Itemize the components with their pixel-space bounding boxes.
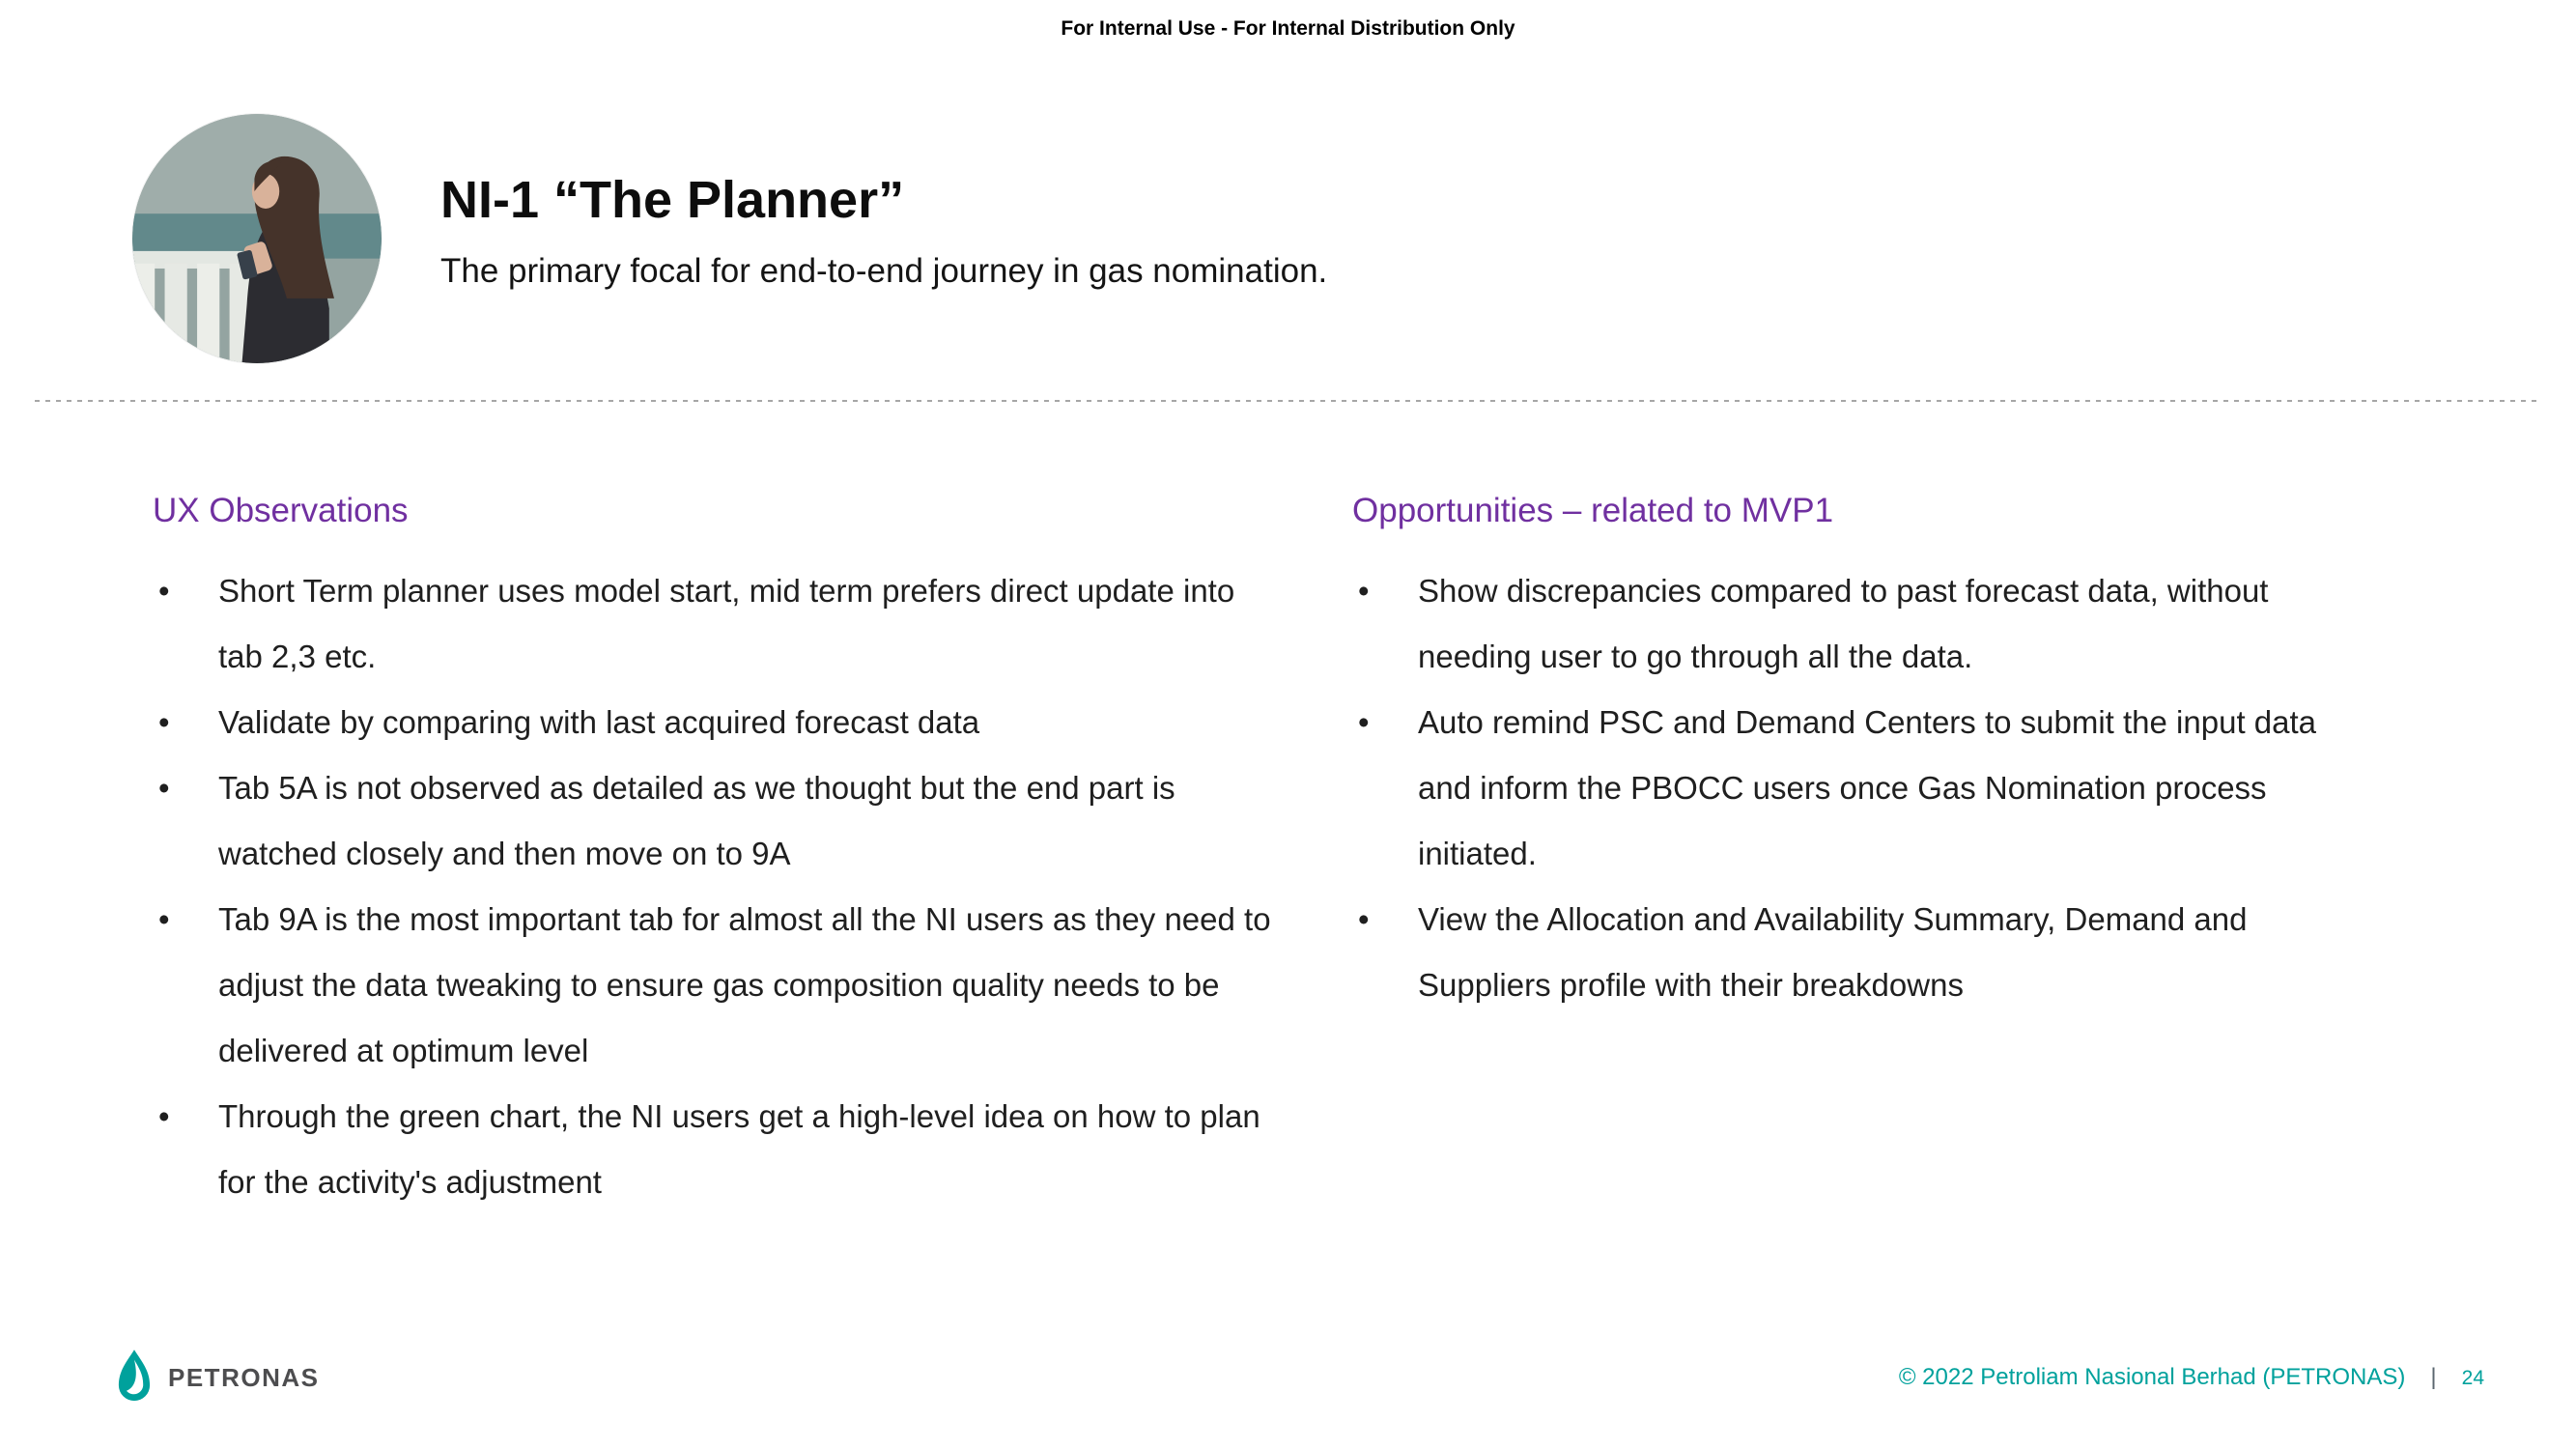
page-subtitle: The primary focal for end-to-end journey in gas nomination. [440, 252, 1328, 291]
persona-avatar [132, 114, 382, 363]
bullet-icon: • [1358, 703, 1370, 740]
bullet-icon: • [158, 703, 170, 740]
ux-observations-list [153, 558, 1273, 1215]
list-item [153, 558, 1273, 690]
list-item-text: Show discrepancies compared to past forecast data, without needing user to go through all the data. [1418, 572, 2269, 674]
list-item-text: View the Allocation and Availability Summary, Demand and Suppliers profile with their breakdowns [1418, 900, 2248, 1003]
copyright-text: © 2022 Petroliam Nasional Berhad (PETRONAS) [1898, 1364, 2406, 1390]
opportunities-section [1352, 489, 2376, 1018]
section-divider [35, 400, 2541, 402]
persona-avatar-image [132, 114, 382, 363]
bullet-icon: • [158, 1097, 170, 1134]
list-item-text: Through the green chart, the NI users get a high-level idea on how to plan for the activity's adjustment [218, 1097, 1260, 1200]
list-item [1352, 690, 2376, 887]
list-item-text: Validate by comparing with last acquired forecast data [218, 703, 980, 740]
list-item-text: Short Term planner uses model start, mid term prefers direct update into tab 2,3 etc. [218, 572, 1235, 674]
list-item-text: Auto remind PSC and Demand Centers to submit the input data and inform the PBOCC users once Gas Nomination process initiated. [1418, 703, 2317, 871]
petronas-logo-text: PETRONAS [168, 1362, 320, 1392]
footer-logo [112, 1349, 319, 1406]
list-item-text: Tab 9A is the most important tab for almost all the NI users as they need to adjust the data tweaking to ensure gas composition quality needs to be delivered at optimum level [218, 900, 1271, 1068]
list-item [1352, 887, 2376, 1018]
list-item [1352, 558, 2376, 690]
ux-observations-section [153, 489, 1273, 1215]
ux-observations-heading: UX Observations [153, 492, 409, 529]
list-item-text: Tab 5A is not observed as detailed as we thought but the end part is watched closely and then move on to 9A [218, 769, 1175, 871]
list-item [153, 887, 1273, 1084]
classification-banner: For Internal Use - For Internal Distribution Only [1061, 17, 1515, 40]
bullet-icon: • [1358, 900, 1370, 937]
list-item [153, 690, 1273, 755]
opportunities-heading: Opportunities – related to MVP1 [1352, 492, 1834, 529]
page-title: NI-1 “The Planner” [440, 171, 905, 229]
page-number: 24 [2461, 1367, 2484, 1389]
bullet-icon: • [158, 572, 170, 609]
bullet-icon: • [158, 900, 170, 937]
footer-separator: | [2430, 1364, 2437, 1390]
list-item [153, 1084, 1273, 1215]
footer-meta [1899, 1364, 2484, 1391]
bullet-icon: • [1358, 572, 1370, 609]
list-item [153, 755, 1273, 887]
bullet-icon: • [158, 769, 170, 806]
petronas-logo-icon [112, 1349, 156, 1406]
persona-header [440, 170, 1327, 292]
opportunities-list [1352, 558, 2376, 1018]
